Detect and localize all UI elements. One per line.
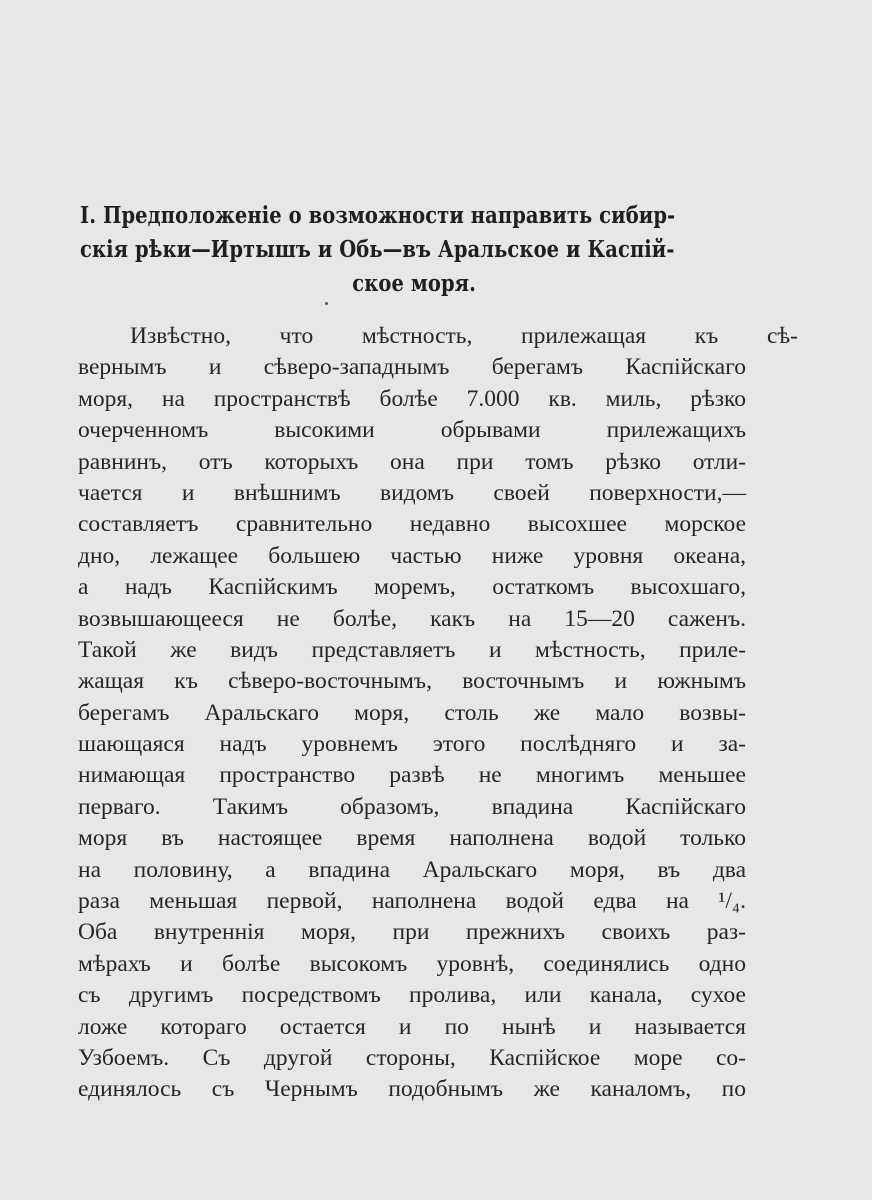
text-line: чается и внѣшнимъ видомъ своей поверхности,— [78, 479, 746, 506]
text-line: на половину, а впадина Аральскаго моря, въ два [78, 856, 746, 883]
text-line: Оба внутреннія моря, при прежнихъ своихъ раз- [78, 919, 746, 946]
text-line: единялось съ Чернымъ подобнымъ же каналомъ, по [78, 1076, 746, 1103]
text-line: возвышающееся не болѣе, какъ на 15—20 саженъ. [78, 605, 746, 632]
text-line: вернымъ и сѣверо-западнымъ берегамъ Каспійскаго [78, 354, 746, 381]
text-line: шающаяся надъ уровнемъ этого послѣдняго и за- [78, 731, 746, 758]
heading-line: ское моря. [352, 269, 477, 297]
text-line: составляетъ сравнительно недавно высохшее морское [78, 511, 746, 538]
text-line: дно, лежащее большею частью ниже уровня океана, [78, 542, 746, 569]
text-line: моря въ настоящее время наполнена водой только [78, 825, 746, 852]
text-line: берегамъ Аральскаго моря, столь же мало возвы- [78, 699, 746, 726]
text-line: Узбоемъ. Съ другой стороны, Каспійское море со- [78, 1044, 746, 1071]
text-line: очерченномъ высокими обрывами прилежащихъ [78, 417, 746, 444]
text-line: съ другимъ посредствомъ пролива, или канала, сухое [78, 982, 746, 1009]
text-line: ложе котораго остается и по нынѣ и называется [78, 1013, 746, 1040]
text-line: мѣрахъ и болѣе высокомъ уровнѣ, соединялись одно [78, 950, 746, 977]
text-line: раза меньшая первой, наполнена водой едва на ¹/₄. [78, 888, 746, 915]
text-line: жащая къ сѣверо-восточнымъ, восточнымъ и южнымъ [78, 668, 746, 695]
section-heading [80, 198, 676, 300]
text-line: а надъ Каспійскимъ моремъ, остаткомъ высохшаго, [78, 574, 746, 601]
text-line: перваго. Такимъ образомъ, впадина Каспійскаго [78, 793, 746, 820]
text-line: нимающая пространство развѣ не многимъ меньшее [78, 762, 746, 789]
heading-line: I. Предположеніе о возможности направить сибир- [80, 201, 676, 229]
text-line: равнинъ, отъ которыхъ она при томъ рѣзко отли- [78, 448, 746, 475]
body-paragraph [78, 321, 798, 1106]
text-line: моря, на пространствѣ болѣе 7.000 кв. миль, рѣзко [78, 385, 746, 412]
heading-line: скія рѣки—Иртышъ и Обь—въ Аральское и Каспій- [80, 235, 675, 263]
text-line: Такой же видъ представляетъ и мѣстность, приле- [78, 636, 746, 663]
text-line: Извѣстно, что мѣстность, прилежащая къ сѣ- [130, 323, 798, 349]
print-speck [325, 302, 328, 305]
